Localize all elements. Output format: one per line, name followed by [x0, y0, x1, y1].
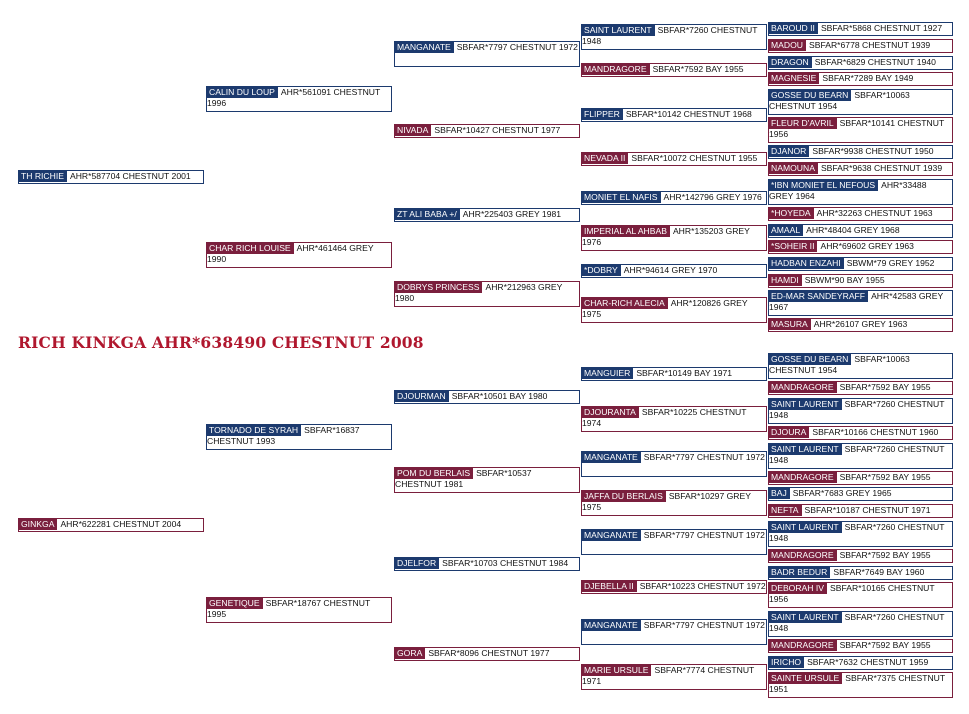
horse-name: DOBRYS PRINCESS — [395, 281, 482, 293]
horse-name: MANDRAGORE — [769, 549, 837, 561]
horse-name: TORNADO DE SYRAH — [207, 424, 301, 436]
pedigree-entry[interactable] — [581, 108, 767, 122]
horse-info: SBFAR*7797 CHESTNUT 1972 — [643, 530, 765, 540]
horse-name: MANDRAGORE — [769, 639, 837, 651]
horse-info: AHR*622281 CHESTNUT 2004 — [60, 519, 182, 529]
horse-name: BADR BEDUR — [769, 566, 830, 578]
pedigree-entry[interactable] — [394, 281, 580, 307]
pedigree-entry[interactable] — [394, 557, 580, 571]
horse-info: SBFAR*7260 CHESTNUT 1948 — [582, 25, 758, 46]
pedigree-entry[interactable] — [18, 170, 204, 184]
horse-info: SBWM*79 GREY 1952 — [846, 258, 935, 268]
pedigree-entry[interactable] — [18, 518, 204, 532]
horse-name: DJEBELLA II — [582, 580, 637, 592]
pedigree-entry[interactable] — [206, 86, 392, 112]
pedigree-entry[interactable] — [581, 490, 767, 516]
horse-name: SAINTE URSULE — [769, 672, 842, 684]
horse-info: SBFAR*7592 BAY 1955 — [839, 382, 931, 392]
horse-name: *DOBRY — [582, 264, 621, 276]
horse-info: SBWM*90 BAY 1955 — [804, 275, 885, 285]
horse-name: DEBORAH IV — [769, 582, 827, 594]
horse-name: HAMDI — [769, 274, 802, 286]
horse-name: GOSSE DU BEARN — [769, 353, 851, 365]
horse-name: MANDRAGORE — [769, 471, 837, 483]
horse-info: SBFAR*7592 BAY 1955 — [839, 640, 931, 650]
horse-info: SBFAR*10142 CHESTNUT 1968 — [625, 109, 752, 119]
horse-name: FLEUR D'AVRIL — [769, 117, 837, 129]
horse-info: SBFAR*7260 CHESTNUT 1948 — [769, 522, 945, 543]
pedigree-entry[interactable] — [394, 647, 580, 661]
pedigree-entry[interactable] — [581, 152, 767, 166]
horse-info: AHR*461464 GREY 1990 — [207, 243, 374, 264]
horse-info: SBFAR*10166 CHESTNUT 1960 — [812, 427, 939, 437]
pedigree-entry[interactable] — [768, 22, 953, 36]
pedigree-entry[interactable] — [581, 24, 767, 50]
horse-info: SBFAR*7592 BAY 1955 — [652, 64, 744, 74]
horse-info: AHR*561091 CHESTNUT 1996 — [207, 87, 381, 108]
horse-info: SBFAR*7649 BAY 1960 — [833, 567, 925, 577]
horse-name: NAMOUNA — [769, 162, 818, 174]
horse-info: AHR*48404 GREY 1968 — [806, 225, 900, 235]
horse-info: SBFAR*10703 CHESTNUT 1984 — [442, 558, 569, 568]
horse-info: SBFAR*6829 CHESTNUT 1940 — [814, 57, 936, 67]
horse-info: SBFAR*7683 GREY 1965 — [792, 488, 892, 498]
horse-info: SBFAR*10141 CHESTNUT 1956 — [769, 118, 945, 139]
horse-info: AHR*142796 GREY 1976 — [663, 192, 762, 202]
horse-name: IMPERIAL AL AHBAB — [582, 225, 670, 237]
pedigree-entry[interactable] — [581, 619, 767, 645]
pedigree-entry[interactable] — [768, 582, 953, 608]
horse-name: MANGANATE — [582, 529, 641, 541]
horse-info: SBFAR*10225 CHESTNUT 1974 — [582, 407, 747, 428]
horse-info: SBFAR*7774 CHESTNUT 1971 — [582, 665, 755, 686]
pedigree-entry[interactable] — [768, 89, 953, 115]
pedigree-entry[interactable] — [768, 56, 953, 70]
horse-info: AHR*212963 GREY 1980 — [395, 282, 563, 303]
pedigree-entry[interactable] — [768, 381, 953, 395]
horse-info: SBFAR*7592 BAY 1955 — [839, 550, 931, 560]
horse-info: SBFAR*18767 CHESTNUT 1995 — [207, 598, 371, 619]
pedigree-entry[interactable] — [581, 664, 767, 690]
horse-info: SBFAR*10072 CHESTNUT 1955 — [631, 153, 758, 163]
pedigree-entry[interactable] — [394, 467, 580, 493]
pedigree-entry[interactable] — [768, 117, 953, 143]
horse-name: BAROUD II — [769, 22, 818, 34]
horse-name: *HOYEDA — [769, 207, 814, 219]
horse-info: SBFAR*7260 CHESTNUT 1948 — [769, 444, 945, 465]
pedigree-entry[interactable] — [768, 39, 953, 53]
pedigree-entry[interactable] — [768, 639, 953, 653]
horse-name: GORA — [395, 647, 425, 659]
pedigree-entry[interactable] — [768, 487, 953, 501]
pedigree-entry[interactable] — [768, 611, 953, 637]
horse-name: ZT ALI BABA +/ — [395, 208, 460, 220]
pedigree-entry[interactable] — [206, 424, 392, 450]
horse-info: SBFAR*7375 CHESTNUT 1951 — [769, 673, 945, 694]
pedigree-entry[interactable] — [394, 124, 580, 138]
horse-name: BAJ — [769, 487, 790, 499]
horse-name: AMAAL — [769, 224, 803, 236]
horse-info: SBFAR*9938 CHESTNUT 1950 — [812, 146, 934, 156]
pedigree-entry[interactable] — [768, 145, 953, 159]
horse-name: CHAR-RICH ALECIA — [582, 297, 668, 309]
horse-info: AHR*42583 GREY 1967 — [769, 291, 944, 312]
pedigree-entry[interactable] — [768, 398, 953, 424]
horse-name: NIVADA — [395, 124, 431, 136]
horse-info: AHR*26107 GREY 1963 — [813, 319, 908, 329]
pedigree-entry[interactable] — [581, 191, 767, 205]
pedigree-entry[interactable] — [768, 443, 953, 469]
horse-name: DJELFOR — [395, 557, 439, 569]
pedigree-entry[interactable] — [394, 41, 580, 67]
horse-info: SBFAR*6778 CHESTNUT 1939 — [809, 40, 931, 50]
horse-name: MANGUIER — [582, 367, 633, 379]
horse-name: MANDRAGORE — [769, 381, 837, 393]
horse-info: SBFAR*10187 CHESTNUT 1971 — [804, 505, 931, 515]
horse-info: SBFAR*7260 CHESTNUT 1948 — [769, 612, 945, 633]
pedigree-entry[interactable] — [581, 367, 767, 381]
horse-info: AHR*33488 GREY 1964 — [769, 180, 927, 201]
horse-name: DRAGON — [769, 56, 812, 68]
horse-name: SAINT LAURENT — [769, 611, 842, 623]
horse-name: IRICHO — [769, 656, 804, 668]
horse-name: NEFTA — [769, 504, 802, 516]
pedigree-entry[interactable] — [768, 240, 953, 254]
horse-info: SBFAR*9638 CHESTNUT 1939 — [820, 163, 943, 173]
horse-name: GOSSE DU BEARN — [769, 89, 851, 101]
horse-info: SBFAR*16837 CHESTNUT 1993 — [207, 425, 360, 446]
horse-info: SBFAR*10223 CHESTNUT 1972 — [639, 581, 766, 591]
horse-name: HADBAN ENZAHI — [769, 257, 844, 269]
pedigree-entry[interactable] — [768, 179, 953, 205]
pedigree-entry[interactable] — [768, 426, 953, 440]
horse-info: AHR*32263 CHESTNUT 1963 — [816, 208, 933, 218]
pedigree-entry[interactable] — [581, 529, 767, 555]
horse-name: MADOU — [769, 39, 806, 51]
pedigree-entry[interactable] — [581, 297, 767, 323]
pedigree-entry[interactable] — [768, 207, 953, 221]
horse-name: FLIPPER — [582, 108, 623, 120]
horse-info: AHR*120826 GREY 1975 — [582, 298, 748, 319]
horse-info: SBFAR*10149 BAY 1971 — [636, 368, 733, 378]
horse-name: SAINT LAURENT — [769, 443, 842, 455]
pedigree-entry[interactable] — [768, 672, 953, 698]
pedigree-entry[interactable] — [768, 471, 953, 485]
pedigree-entry[interactable] — [581, 580, 767, 594]
horse-name: MANGANATE — [582, 451, 641, 463]
horse-name: CALIN DU LOUP — [207, 86, 278, 98]
horse-name: MONIET EL NAFIS — [582, 191, 661, 203]
pedigree-entry[interactable] — [768, 72, 953, 86]
horse-info: SBFAR*5868 CHESTNUT 1927 — [820, 23, 943, 33]
horse-name: POM DU BERLAIS — [395, 467, 473, 479]
horse-name: SAINT LAURENT — [769, 521, 842, 533]
horse-name: MANGANATE — [395, 41, 454, 53]
pedigree-entry[interactable] — [581, 63, 767, 77]
pedigree-entry[interactable] — [768, 566, 953, 580]
pedigree-entry[interactable] — [206, 597, 392, 623]
horse-info: SBFAR*7797 CHESTNUT 1972 — [456, 42, 578, 52]
horse-info: SBFAR*7797 CHESTNUT 1972 — [643, 620, 765, 630]
pedigree-entry[interactable] — [394, 208, 580, 222]
pedigree-entry[interactable] — [581, 406, 767, 432]
page-title: RICH KINKGA AHR*638490 CHESTNUT 2008 — [18, 333, 424, 352]
horse-info: SBFAR*10501 BAY 1980 — [451, 391, 548, 401]
horse-info: SBFAR*10165 CHESTNUT 1956 — [769, 583, 935, 604]
horse-name: TH RICHIE — [19, 170, 67, 182]
horse-info: SBFAR*7797 CHESTNUT 1972 — [643, 452, 765, 462]
horse-info: SBFAR*7260 CHESTNUT 1948 — [769, 399, 945, 420]
horse-info: SBFAR*10537 CHESTNUT 1981 — [395, 468, 532, 489]
pedigree-entry[interactable] — [581, 451, 767, 477]
horse-name: MARIE URSULE — [582, 664, 651, 676]
horse-name: SAINT LAURENT — [769, 398, 842, 410]
pedigree-entry[interactable] — [768, 656, 953, 670]
horse-name: GENETIQUE — [207, 597, 263, 609]
horse-name: GINKGA — [19, 518, 57, 530]
horse-info: SBFAR*10297 GREY 1975 — [582, 491, 751, 512]
horse-name: MANDRAGORE — [582, 63, 650, 75]
horse-name: *IBN MONIET EL NEFOUS — [769, 179, 878, 191]
horse-name: MAGNESIE — [769, 72, 819, 84]
horse-info: AHR*135203 GREY 1976 — [582, 226, 750, 247]
pedigree-entry[interactable] — [768, 549, 953, 563]
horse-name: DJOURANTA — [582, 406, 639, 418]
pedigree-entry[interactable] — [768, 318, 953, 332]
horse-info: SBFAR*10063 CHESTNUT 1954 — [769, 90, 910, 111]
horse-info: AHR*69602 GREY 1963 — [820, 241, 914, 251]
horse-name: DJOURA — [769, 426, 809, 438]
pedigree-entry[interactable] — [768, 504, 953, 518]
horse-name: MANGANATE — [582, 619, 641, 631]
pedigree-entry[interactable] — [768, 162, 953, 176]
horse-name: DJOURMAN — [395, 390, 449, 402]
horse-info: AHR*225403 GREY 1981 — [462, 209, 562, 219]
horse-name: NEVADA II — [582, 152, 628, 164]
horse-name: MASURA — [769, 318, 811, 330]
pedigree-entry[interactable] — [768, 224, 953, 238]
horse-name: ED-MAR SANDEYRAFF — [769, 290, 868, 302]
horse-name: JAFFA DU BERLAIS — [582, 490, 666, 502]
horse-info: SBFAR*10427 CHESTNUT 1977 — [434, 125, 561, 135]
horse-name: DJANOR — [769, 145, 809, 157]
pedigree-entry[interactable] — [768, 521, 953, 547]
horse-name: SAINT LAURENT — [582, 24, 655, 36]
horse-name: *SOHEIR II — [769, 240, 817, 252]
pedigree-entry[interactable] — [581, 225, 767, 251]
pedigree-entry[interactable] — [768, 290, 953, 316]
horse-info: AHR*94614 GREY 1970 — [623, 265, 718, 275]
horse-info: SBFAR*8096 CHESTNUT 1977 — [428, 648, 550, 658]
pedigree-entry[interactable] — [581, 264, 767, 278]
horse-info: SBFAR*7289 BAY 1949 — [822, 73, 914, 83]
pedigree-entry[interactable] — [768, 274, 953, 288]
pedigree-entry[interactable] — [768, 353, 953, 379]
pedigree-entry[interactable] — [206, 242, 392, 268]
horse-name: CHAR RICH LOUISE — [207, 242, 294, 254]
horse-info: AHR*587704 CHESTNUT 2001 — [69, 171, 191, 181]
pedigree-entry[interactable] — [394, 390, 580, 404]
pedigree-entry[interactable] — [768, 257, 953, 271]
horse-info: SBFAR*10063 CHESTNUT 1954 — [769, 354, 910, 375]
horse-info: SBFAR*7592 BAY 1955 — [839, 472, 931, 482]
horse-info: SBFAR*7632 CHESTNUT 1959 — [807, 657, 929, 667]
